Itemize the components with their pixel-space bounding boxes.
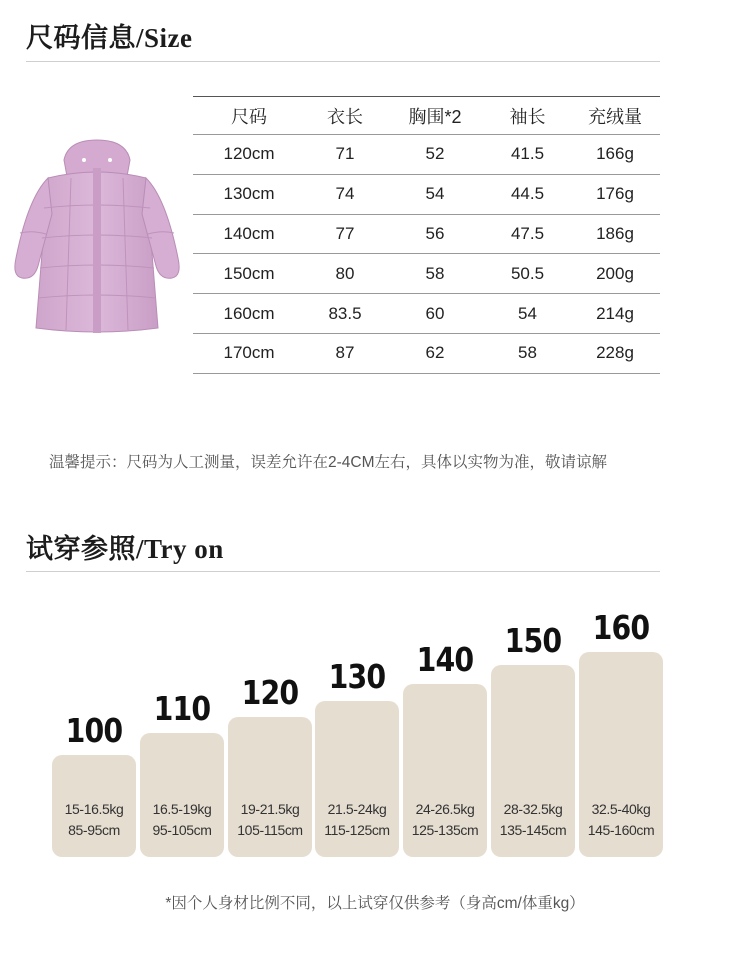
- table-cell: 41.5: [510, 144, 545, 164]
- table-cell: 176g: [596, 184, 634, 204]
- table-cell: 62: [425, 343, 445, 363]
- table-cell: 74: [335, 184, 355, 204]
- table-cell: 50.5: [510, 263, 545, 283]
- tryon-weight: 19-21.5kg: [240, 801, 300, 817]
- tryon-size-label: 110: [153, 689, 211, 728]
- table-cell: 77: [335, 223, 355, 243]
- size-section-title: 尺码信息/Size: [26, 23, 193, 53]
- table-cell: 130cm: [223, 184, 275, 204]
- tryon-size-label: 160: [592, 608, 650, 647]
- tryon-height: 115-125cm: [324, 822, 390, 838]
- tryon-height: 145-160cm: [587, 822, 655, 838]
- tryon-height: 85-95cm: [68, 822, 120, 838]
- tryon-height: 125-135cm: [411, 822, 479, 838]
- table-cell: 60: [425, 303, 445, 323]
- tryon-card: [228, 717, 312, 857]
- tryon-footnote: *因个人身材比例不同，以上试穿仅供参考（身高cm/体重kg）: [165, 895, 585, 912]
- header-down-fill: 充绒量: [588, 106, 642, 127]
- tryon-card: [140, 733, 224, 857]
- table-cell: 186g: [596, 223, 634, 243]
- table-cell: 47.5: [510, 223, 545, 243]
- tryon-weight: 15-16.5kg: [64, 801, 124, 817]
- table-cell: 166g: [596, 144, 634, 164]
- table-cell: 58: [518, 343, 537, 363]
- table-cell: 71: [335, 144, 355, 164]
- tryon-section-title: 试穿参照/Try on: [26, 534, 224, 564]
- tryon-height: 95-105cm: [152, 822, 212, 838]
- table-cell: 150cm: [223, 263, 275, 283]
- table-cell: 120cm: [223, 144, 275, 164]
- table-cell: 52: [425, 144, 445, 164]
- table-cell: 214g: [596, 303, 634, 323]
- tryon-weight: 16.5-19kg: [152, 801, 212, 817]
- tryon-card: [403, 684, 487, 857]
- tryon-weight: 21.5-24kg: [327, 801, 387, 817]
- table-cell: 80: [335, 263, 355, 283]
- table-cell: 170cm: [223, 343, 275, 363]
- header-chest: 胸围*2: [408, 106, 462, 127]
- measurement-note: 温馨提示：尺码为人工测量，误差允许在2-4CM左右，具体以实物为准，敬请谅解: [49, 454, 608, 471]
- table-cell: 44.5: [510, 184, 545, 204]
- table-cell: 83.5: [328, 303, 362, 323]
- tryon-card: [491, 665, 575, 857]
- tryon-card: [52, 755, 136, 857]
- tryon-size-label: 150: [504, 621, 562, 660]
- header-size: 尺码: [231, 106, 267, 127]
- table-cell: 160cm: [223, 303, 275, 323]
- table-cell: 228g: [596, 343, 634, 363]
- table-cell: 87: [335, 343, 355, 363]
- table-cell: 58: [425, 263, 445, 283]
- tryon-size-label: 100: [65, 711, 123, 750]
- tryon-size-label: 120: [241, 673, 299, 712]
- tryon-height: 105-115cm: [237, 822, 303, 838]
- header-length: 衣长: [327, 106, 363, 127]
- table-cell: 140cm: [223, 223, 275, 243]
- tryon-weight: 24-26.5kg: [415, 801, 475, 817]
- table-cell: 54: [425, 184, 445, 204]
- tryon-size-label: 140: [416, 640, 474, 679]
- tryon-size-label: 130: [328, 657, 386, 696]
- tryon-card: [315, 701, 399, 857]
- table-cell: 54: [518, 303, 537, 323]
- tryon-weight: 32.5-40kg: [591, 801, 651, 817]
- tryon-card: [579, 652, 663, 857]
- tryon-height: 135-145cm: [499, 822, 567, 838]
- table-cell: 200g: [596, 263, 634, 283]
- header-sleeve: 袖长: [509, 106, 546, 127]
- tryon-weight: 28-32.5kg: [503, 801, 563, 817]
- table-cell: 56: [425, 223, 445, 243]
